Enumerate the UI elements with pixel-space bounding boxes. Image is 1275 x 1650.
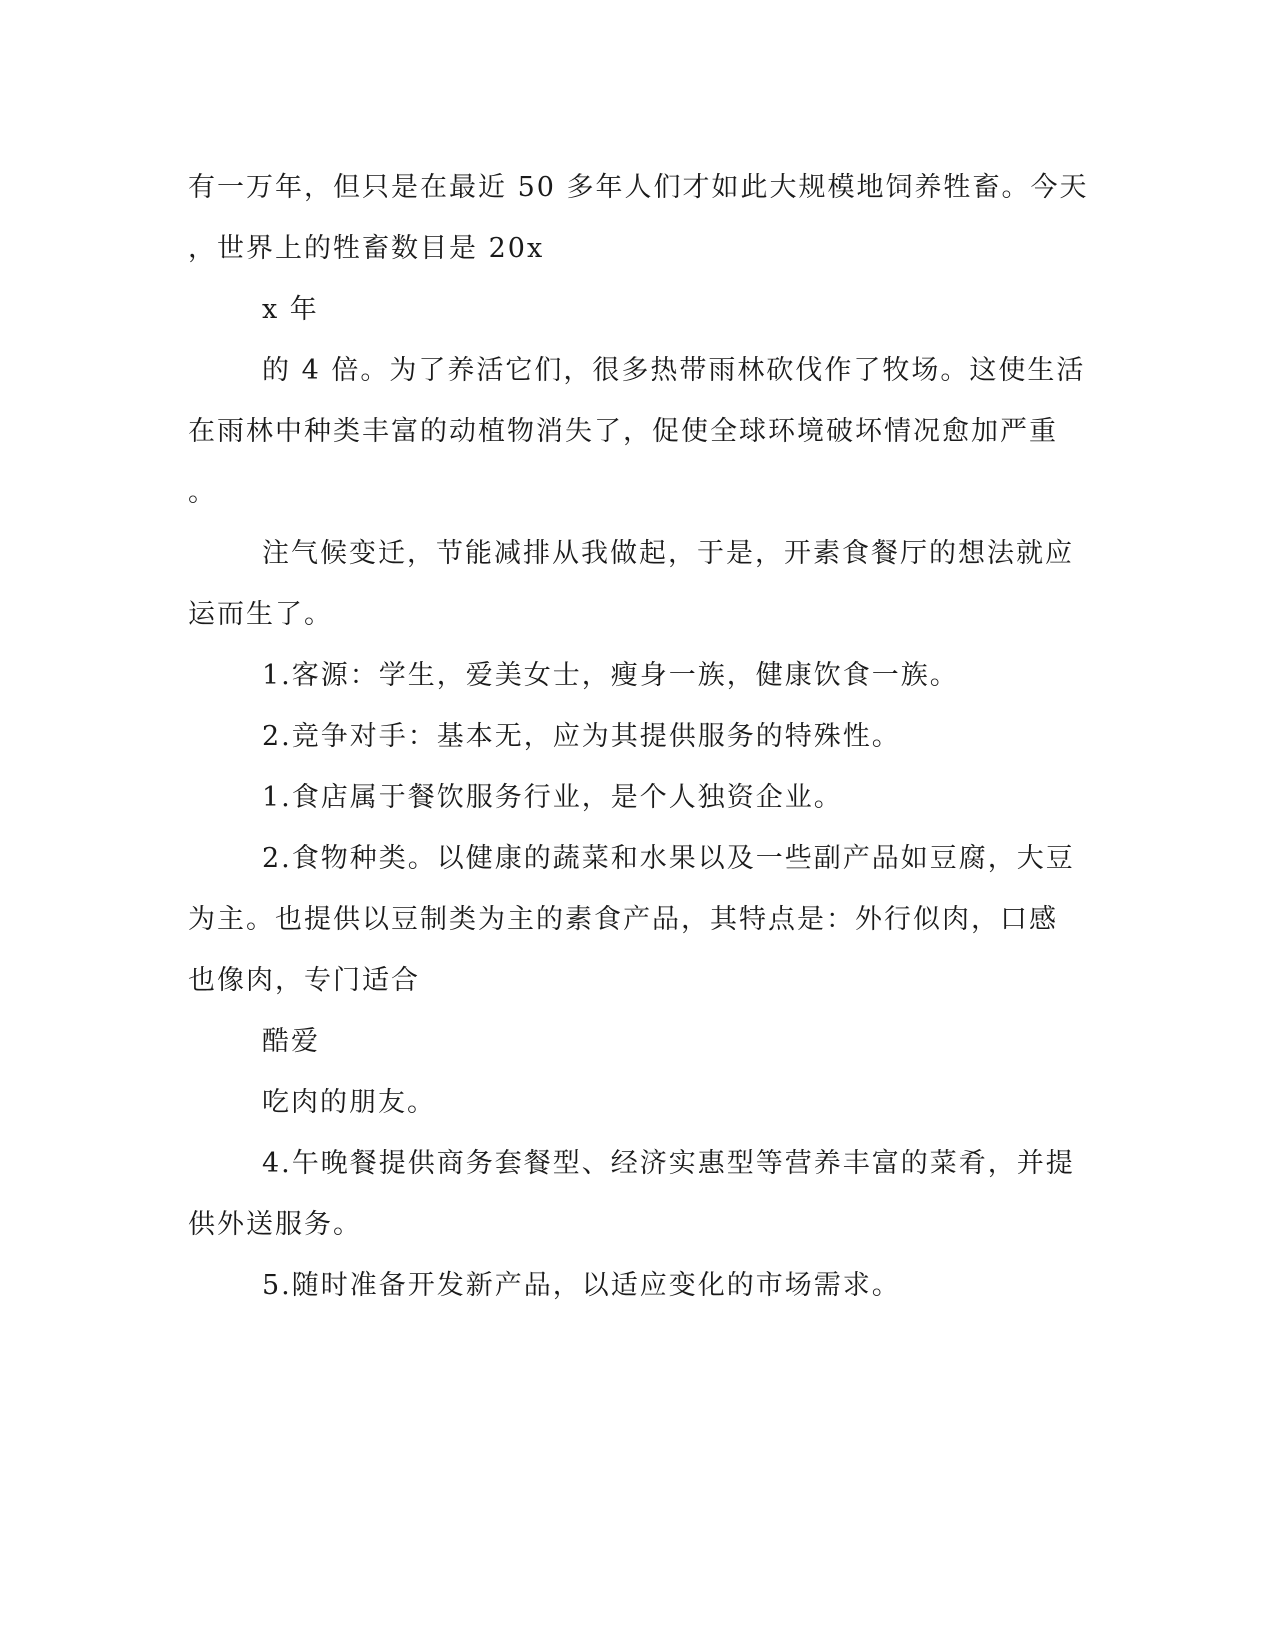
text-line: 的 4 倍。为了养活它们，很多热带雨林砍伐作了牧场。这使生活 bbox=[262, 355, 1086, 386]
text-line: 也像肉，专门适合 bbox=[188, 965, 420, 996]
text-line: 供外送服务。 bbox=[188, 1209, 362, 1240]
text-line: 。 bbox=[188, 477, 217, 508]
text-line: x 年 bbox=[262, 294, 319, 325]
text-line: 为主。也提供以豆制类为主的素食产品，其特点是：外行似肉，口感 bbox=[188, 904, 1058, 935]
text-line: 5.随时准备开发新产品，以适应变化的市场需求。 bbox=[262, 1270, 901, 1301]
text-line: 吃肉的朋友。 bbox=[262, 1087, 436, 1118]
text-line: 1.客源：学生，爱美女士，瘦身一族，健康饮食一族。 bbox=[262, 660, 959, 691]
text-line: 运而生了。 bbox=[188, 599, 333, 630]
text-line: 4.午晚餐提供商务套餐型、经济实惠型等营养丰富的菜肴，并提 bbox=[262, 1148, 1075, 1179]
text-line: 注气候变迁，节能减排从我做起，于是，开素食餐厅的想法就应 bbox=[262, 538, 1074, 569]
text-line: 2.竞争对手：基本无，应为其提供服务的特殊性。 bbox=[262, 721, 901, 752]
text-line: 酷爱 bbox=[262, 1026, 320, 1057]
text-line: 有一万年，但只是在最近 50 多年人们才如此大规模地饲养牲畜。今天 bbox=[188, 172, 1089, 203]
text-line: 在雨林中种类丰富的动植物消失了，促使全球环境破坏情况愈加严重 bbox=[188, 416, 1058, 447]
text-line: 1.食店属于餐饮服务行业，是个人独资企业。 bbox=[262, 782, 843, 813]
text-line: 2.食物种类。以健康的蔬菜和水果以及一些副产品如豆腐，大豆 bbox=[262, 843, 1075, 874]
text-line: ，世界上的牲畜数目是 20x bbox=[188, 233, 545, 264]
